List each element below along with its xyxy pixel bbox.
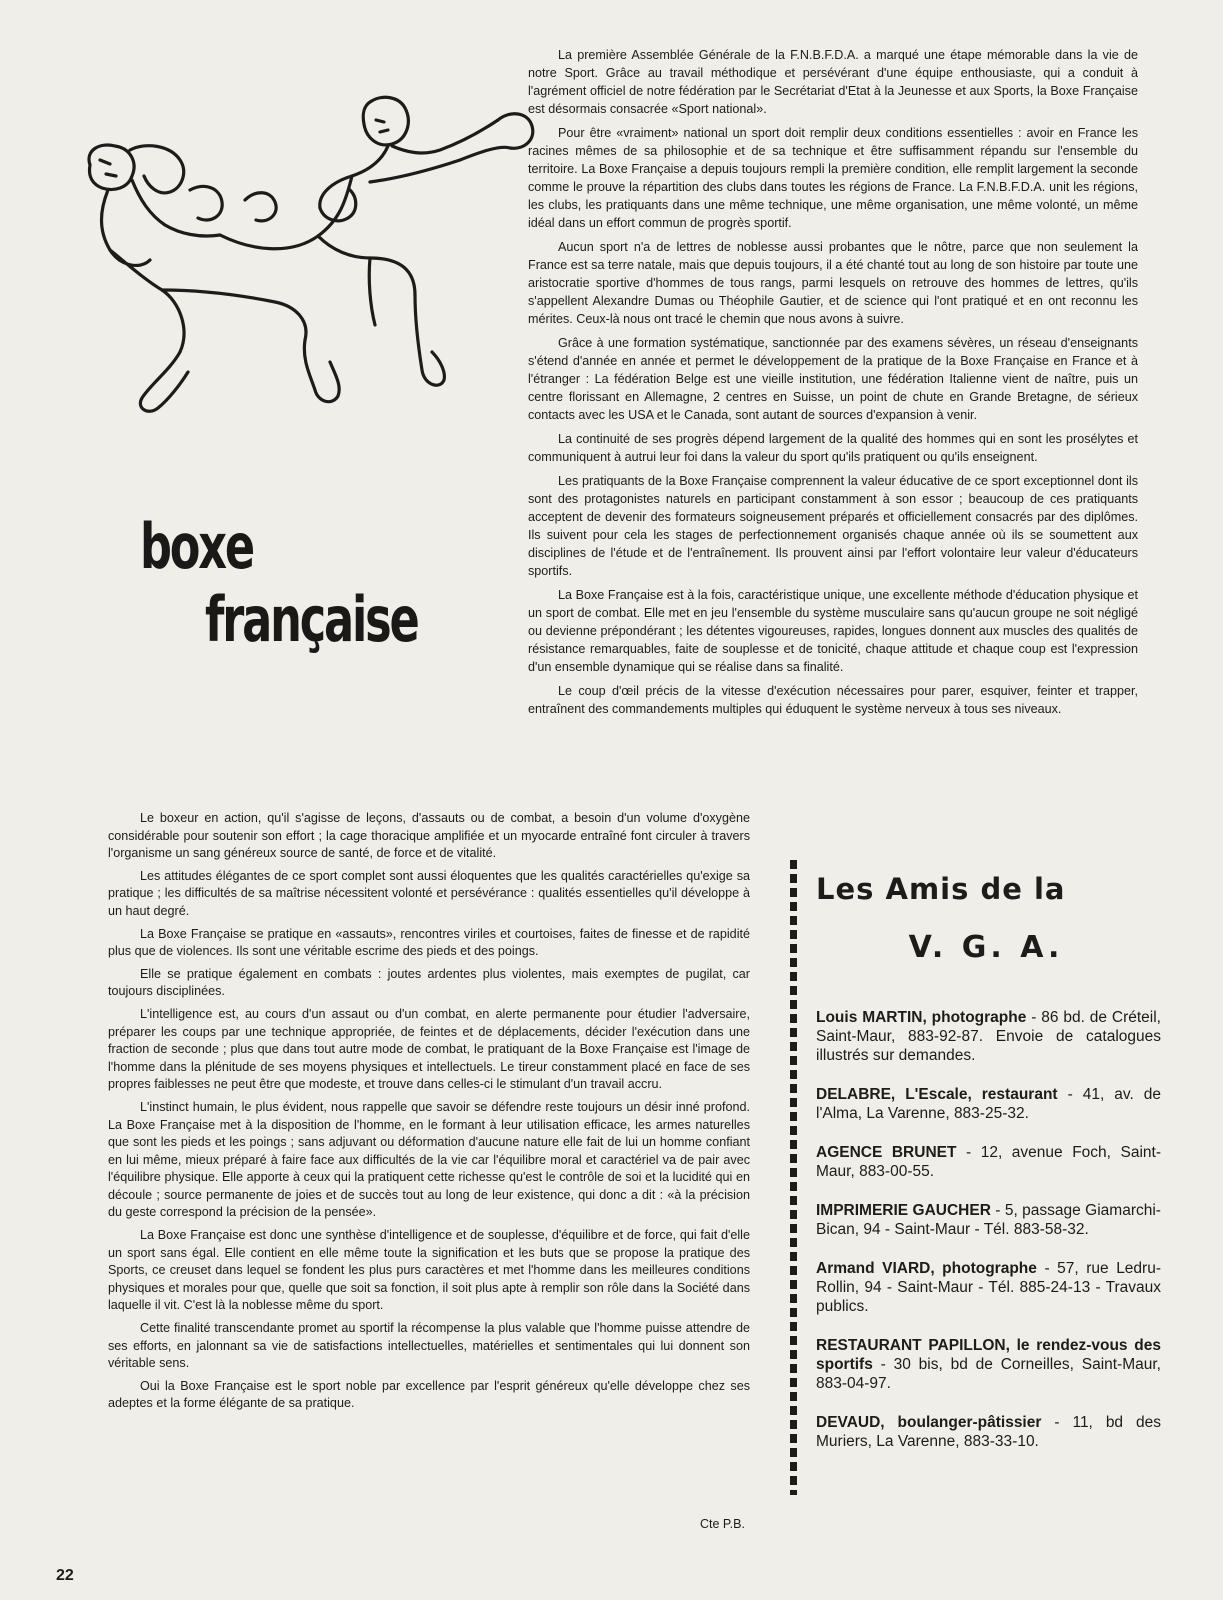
sponsor-entry <box>816 1201 1161 1239</box>
sponsor-details: - 11, bd des Muriers, La Varenne, 883-33-10. <box>816 1414 1161 1450</box>
sponsor-name: DEVAUD, boulanger-pâtissier <box>816 1414 1042 1431</box>
paragraph: Elle se pratique également en combats : joutes ardentes plus violentes, mais exemptes de pugilat, car toujours disciplinées. <box>108 966 750 999</box>
sponsor-list <box>816 1008 1161 1471</box>
title-line-1: boxe <box>140 510 254 583</box>
paragraph: L'intelligence est, au cours d'un assaut ou d'un combat, en alerte permanente pour étudier l'adversaire, préparer les coups par une technique appropriée, de feintes et de déplacements, décider l'exécution dans une fraction de seconde ; plus que dans tout autre mode de combat, le pratiquant de la Boxe Française est l'image de l'homme dans la plénitude de ses moyens physiques et intellectuels. Le tireur constamment placé en face de ses propres faiblesses ne peut être que modeste, et trouve dans celles-ci le stimulant d'un travail accru. <box>108 1006 750 1092</box>
author-signature: Cte P.B. <box>700 1517 745 1531</box>
sponsor-name: Armand VIARD, photographe <box>816 1260 1037 1277</box>
paragraph: Grâce à une formation systématique, sanctionnée par des examens sévères, un réseau d'enseignants s'étend d'année en année et permet le développement de la pratique de la Boxe Française en France et à l'étranger : La fédération Belge est une vieille institution, une fédération Italienne vient de naître, puis un centre florissant en Allemagne, 2 centres en Suisse, un point de chute en Grande Bretagne, de sérieux contacts avec les USA et le Canada, sont autant de sources d'expansion à venir. <box>528 336 1138 422</box>
sponsor-entry <box>816 1085 1161 1123</box>
sponsor-entry <box>816 1259 1161 1316</box>
sponsor-name: DELABRE, L'Escale, restaurant <box>816 1086 1058 1103</box>
article-title <box>140 510 440 657</box>
paragraph: L'instinct humain, le plus évident, nous rappelle que savoir se défendre reste toujours un désir inné profond. La Boxe Française met à la disposition de l'homme, en le formant à leur utilisation efficace, les armes naturelles que sont les pieds et les poings ; sans adjuvant ou déformation d'aucune nature elle fait de lui un homme confiant en lui même, mieux préparé à faire face aux difficultés de la vie car l'équilibre moral et caractériel va de pair avec l'équilibre physique. Elle apporte à ceux qui la pratiquent cette richesse qu'est le contrôle de soi et la lucidité qui en découle ; source permanente de joies et de succès tout au long de leur existence, qui donc a dit : «à la précision du geste correspond la précision de la pensée». <box>108 1099 750 1220</box>
sponsor-entry <box>816 1336 1161 1393</box>
sponsor-details: - 12, avenue Foch, Saint-Maur, 883-00-55. <box>816 1144 1161 1180</box>
dashed-divider <box>790 860 797 1495</box>
paragraph: La Boxe Française est à la fois, caractéristique unique, une excellente méthode d'éducation physique et un sport de combat. Elle met en jeu l'ensemble du système musculaire sans qu'aucun groupe ne soit négligé ou devienne prépondérant ; les détentes vigoureuses, rapides, longues donnent aux muscles des qualités de résistance remarquables, faite de souplesse et de tonicité, chaque attitude et chaque coup est l'expression d'un ensemble dynamique qui se réalise dans sa finalité. <box>528 588 1138 674</box>
sponsor-name: Louis MARTIN, photographe <box>816 1009 1027 1026</box>
sponsor-name: IMPRIMERIE GAUCHER <box>816 1202 991 1219</box>
paragraph: La première Assemblée Générale de la F.N.B.F.D.A. a marqué une étape mémorable dans la vie de notre Sport. Grâce au travail méthodique et persévérant d'une équipe enthousiaste, qui a conduit à l'agrément officiel de notre fédération par le Secrétariat d'Etat à la Jeunesse et aux Sports, la Boxe Française est désormais consacrée «Sport national». <box>528 48 1138 116</box>
sponsor-entry <box>816 1413 1161 1451</box>
sponsor-details: - 30 bis, bd de Corneilles, Saint-Maur, 883-04-97. <box>816 1356 1161 1392</box>
boxers-illustration <box>70 90 590 430</box>
left-text-column <box>108 810 750 1418</box>
paragraph: La continuité de ses progrès dépend largement de la qualité des hommes qui en sont les prosélytes et communiquent à autrui leur foi dans la valeur du sport qu'ils pratiquent ou qu'ils enseignent. <box>528 432 1138 464</box>
right-text-column <box>528 46 1138 724</box>
paragraph: Le boxeur en action, qu'il s'agisse de leçons, d'assauts ou de combat, a besoin d'un volume d'oxygène considérable pour soutenir son effort ; la cage thoracique amplifiée et un myocarde entraîné font circuler à travers l'organisme un sang généreux source de santé, de force et de vitalité. <box>108 811 750 861</box>
sponsor-name: AGENCE BRUNET <box>816 1144 957 1161</box>
paragraph: Oui la Boxe Française est le sport noble par excellence par l'esprit généreux qu'elle développe chez ses adeptes et la forme élégante de sa pratique. <box>108 1378 750 1411</box>
sponsor-entry <box>816 1143 1161 1181</box>
sponsors-box <box>790 860 1170 1500</box>
sponsor-details: - 41, av. de l'Alma, La Varenne, 883-25-32. <box>816 1086 1162 1122</box>
paragraph: Le coup d'œil précis de la vitesse d'exécution nécessaires pour parer, esquiver, feinter et trapper, entraînent des commandements multiples qui éduquent le système nerveux à tous ses niveaux. <box>528 684 1138 716</box>
title-line-2: française <box>205 583 418 657</box>
paragraph: Pour être «vraiment» national un sport doit remplir deux conditions essentielles : avoir en France les racines mêmes de sa philosophie et de sa technique et être suffisamment répandu sur l'ensemble du territoire. La Boxe Française a depuis toujours rempli la première condition, elle remplit largement la seconde comme le prouve la répartition des clubs dans toutes les régions de France. La F.N.B.F.D.A. unit les régions, les clubs, les pratiquants dans une même technique, une même organisation, une même volonté, un même idéal dans un effort commun de progrès sportif. <box>528 126 1138 230</box>
paragraph: Les attitudes élégantes de ce sport complet sont aussi éloquentes que les qualités caractérielles qu'exige sa pratique ; les difficultés de sa maîtrise nécessitent volonté et persévérance : qualités essentielles qu'il développe à un haut degré. <box>108 868 750 918</box>
sponsor-name: RESTAURANT PAPILLON, le rendez-vous des sportifs <box>816 1337 1161 1373</box>
sponsor-details: - 86 bd. de Créteil, Saint-Maur, 883-92-87. Envoie de catalogues illustrés sur demandes. <box>816 1009 1161 1064</box>
sponsor-details: - 5, passage Giamarchi-Bican, 94 - Saint-Maur - Tél. 883-58-32. <box>816 1202 1161 1238</box>
paragraph: Aucun sport n'a de lettres de noblesse aussi probantes que le nôtre, parce que non seulement la France est sa terre natale, mais que depuis toujours, il a été chanté tout au long de son histoire par toute une aristocratie sportive d'hommes de tous rangs, parmi lesquels on retrouve des hommes de lettres, qu'ils s'appellent Alexandre Dumas ou Théophile Gautier, et de science qui l'ont pratiqué et en ont reconnu les mérites. Ceux-là nous ont tracé le chemin que nous avons à suivre. <box>528 240 1138 326</box>
sponsors-subtitle: V. G. A. <box>908 930 1064 965</box>
paragraph: La Boxe Française est donc une synthèse d'intelligence et de souplesse, d'équilibre et de force, qui fait d'elle un sport sans égal. Elle contient en elle même toute la signification et les buts que se propose la pratique des Sports, ce creuset dans lequel se fondent les plus purs caractères et met l'homme dans les meilleures conditions physiques et morales pour que, quelle que soit sa fonction, il soit plus apte à remplir son rôle dans la Société dans laquelle il vit. C'est là la noblesse même du sport. <box>108 1228 750 1313</box>
sponsor-entry <box>816 1008 1161 1065</box>
sponsors-title: Les Amis de la <box>816 872 1066 906</box>
paragraph: La Boxe Française se pratique en «assauts», rencontres viriles et courtoises, faites de finesse et de rapidité plus que de violences. Ils sont une véritable escrime des pieds et des poings. <box>108 926 750 959</box>
sponsor-details: - 57, rue Ledru-Rollin, 94 - Saint-Maur - Tél. 885-24-13 - Travaux publics. <box>816 1260 1161 1315</box>
page-number: 22 <box>56 1567 74 1584</box>
paragraph: Les pratiquants de la Boxe Française comprennent la valeur éducative de ce sport exceptionnel dont ils sont des protagonistes naturels en participant constamment à son essor ; beaucoup de ces pratiquants acceptent de devenir des formateurs soigneusement préparés et officiellement consacrés par des diplômes. Ils suivent pour cela les stages de perfectionnement organisés chaque année où ils se soumettent aux disciplines de l'étude et de l'entraînement. Ils prouvent ainsi par l'effort volontaire leur valeur d'éducateurs sportifs. <box>528 474 1138 578</box>
paragraph: Cette finalité transcendante promet au sportif la récompense la plus valable que l'homme puisse attendre de ses efforts, en jalonnant sa vie de satisfactions intellectuelles, matérielles et sentimentales qui lui donnent son véritable sens. <box>108 1321 750 1371</box>
